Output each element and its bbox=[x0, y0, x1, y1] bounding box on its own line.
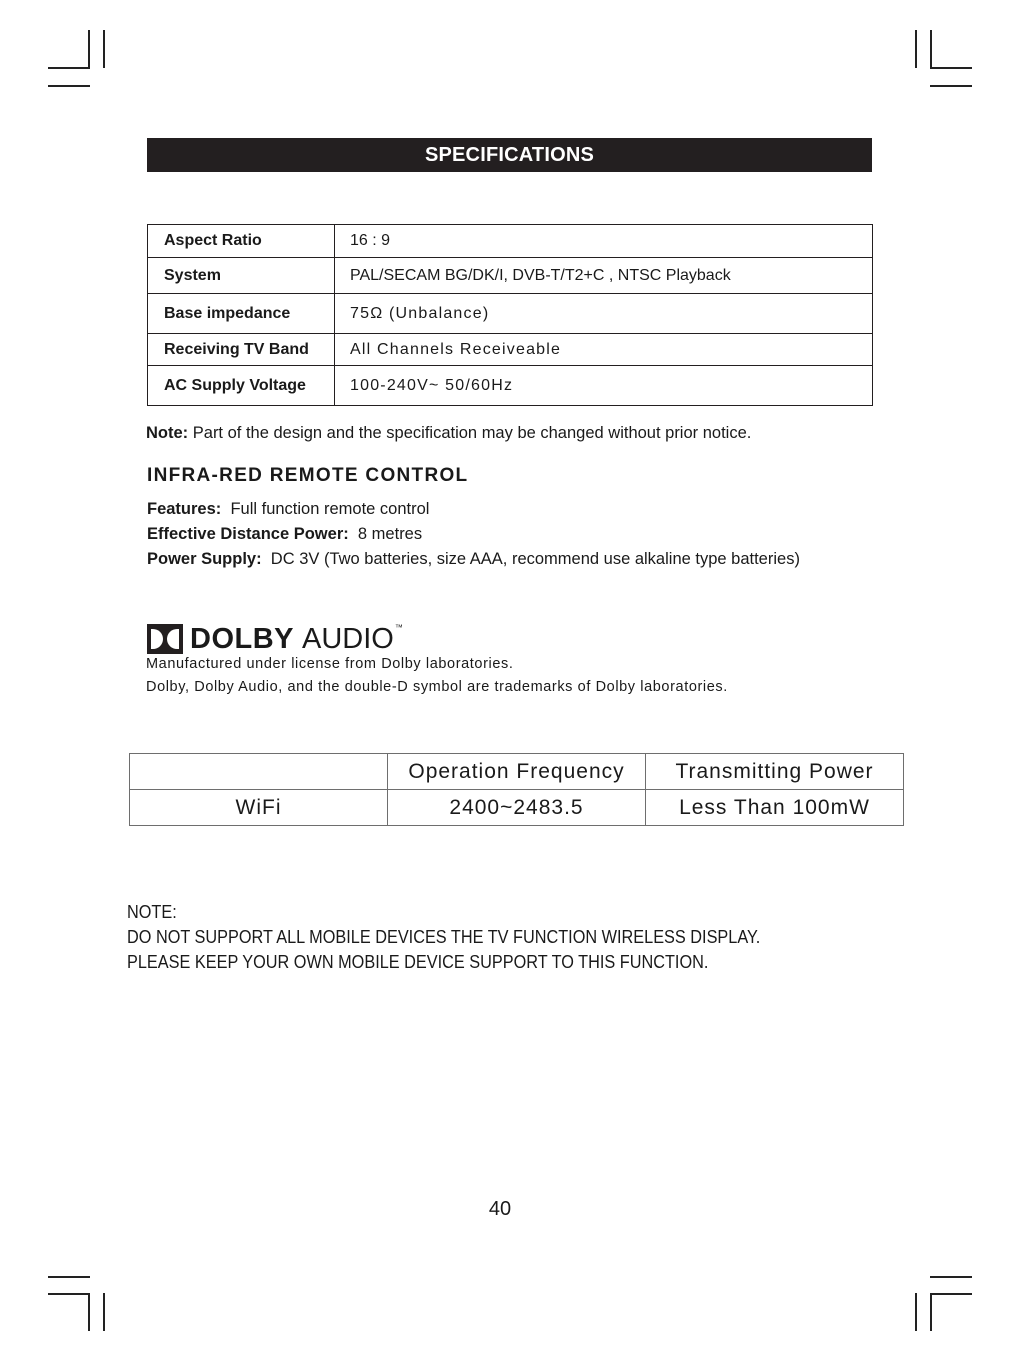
crop-mark bbox=[48, 1276, 90, 1278]
table-row bbox=[148, 225, 873, 258]
remote-section-title: INFRA-RED REMOTE CONTROL bbox=[147, 465, 469, 486]
spec-label: Receiving TV Band bbox=[148, 334, 335, 366]
page-number: 40 bbox=[488, 1198, 512, 1220]
table-header-cell: Operation Frequency bbox=[388, 754, 646, 790]
spec-value: 100-240V~ 50/60Hz bbox=[335, 366, 873, 406]
table-cell: WiFi bbox=[130, 790, 388, 826]
specification-note bbox=[146, 424, 751, 443]
power-label: Power Supply: bbox=[147, 550, 262, 568]
crop-mark bbox=[915, 30, 917, 68]
distance-value: 8 metres bbox=[357, 525, 423, 543]
dolby-logo-word: DOLBY bbox=[190, 622, 294, 655]
remote-distance bbox=[147, 525, 422, 544]
table-header-cell: Transmitting Power bbox=[646, 754, 904, 790]
crop-mark bbox=[103, 30, 105, 68]
crop-mark bbox=[88, 30, 90, 68]
remote-features bbox=[147, 500, 429, 519]
table-row bbox=[148, 258, 873, 294]
table-cell: Less Than 100mW bbox=[646, 790, 904, 826]
dolby-license-line: Manufactured under license from Dolby laboratories. bbox=[146, 656, 514, 672]
table-row bbox=[148, 294, 873, 334]
final-note-line: PLEASE KEEP YOUR OWN MOBILE DEVICE SUPPORT TO THIS FUNCTION. bbox=[127, 951, 709, 972]
spec-label: Aspect Ratio bbox=[148, 225, 335, 258]
trademark-symbol: ™ bbox=[394, 622, 403, 632]
power-value: DC 3V (Two batteries, size AAA, recommend use alkaline type batteries) bbox=[270, 550, 800, 568]
specifications-table bbox=[147, 224, 873, 406]
crop-mark bbox=[48, 85, 90, 87]
crop-mark bbox=[103, 1293, 105, 1331]
audio-logo-word: AUDIO™ bbox=[302, 622, 403, 655]
table-row bbox=[130, 790, 904, 826]
note-label: Note: bbox=[146, 424, 189, 442]
crop-mark bbox=[48, 1293, 90, 1295]
distance-label: Effective Distance Power: bbox=[147, 525, 349, 543]
crop-mark bbox=[88, 1293, 90, 1331]
crop-mark bbox=[930, 30, 932, 68]
wifi-table bbox=[129, 753, 904, 826]
features-label: Features: bbox=[147, 500, 222, 518]
crop-mark bbox=[930, 67, 972, 69]
crop-mark bbox=[930, 1293, 972, 1295]
spec-value: 16 : 9 bbox=[335, 225, 873, 258]
double-d-icon bbox=[147, 624, 183, 654]
specifications-banner: SPECIFICATIONS bbox=[147, 138, 872, 172]
dolby-trademark-line: Dolby, Dolby Audio, and the double-D symbol are trademarks of Dolby laboratories. bbox=[146, 679, 728, 695]
spec-value: 75Ω (Unbalance) bbox=[335, 294, 873, 334]
spec-label: Base impedance bbox=[148, 294, 335, 334]
features-value: Full function remote control bbox=[230, 500, 430, 518]
table-row bbox=[148, 334, 873, 366]
spec-value: PAL/SECAM BG/DK/I, DVB-T/T2+C , NTSC Playback bbox=[335, 258, 873, 294]
final-note-line: DO NOT SUPPORT ALL MOBILE DEVICES THE TV FUNCTION WIRELESS DISPLAY. bbox=[127, 926, 761, 947]
remote-power-supply bbox=[147, 550, 800, 569]
crop-mark bbox=[930, 1276, 972, 1278]
crop-mark bbox=[915, 1293, 917, 1331]
table-row bbox=[148, 366, 873, 406]
table-cell: 2400~2483.5 bbox=[388, 790, 646, 826]
spec-label: AC Supply Voltage bbox=[148, 366, 335, 406]
crop-mark bbox=[930, 1293, 932, 1331]
spec-label: System bbox=[148, 258, 335, 294]
crop-mark bbox=[930, 85, 972, 87]
note-text: Part of the design and the specification may be changed without prior notice. bbox=[188, 424, 752, 442]
final-note-title: NOTE: bbox=[127, 901, 177, 922]
spec-value: All Channels Receiveable bbox=[335, 334, 873, 366]
table-header-cell bbox=[130, 754, 388, 790]
crop-mark bbox=[48, 67, 90, 69]
table-header-row bbox=[130, 754, 904, 790]
dolby-audio-logo bbox=[147, 622, 403, 656]
